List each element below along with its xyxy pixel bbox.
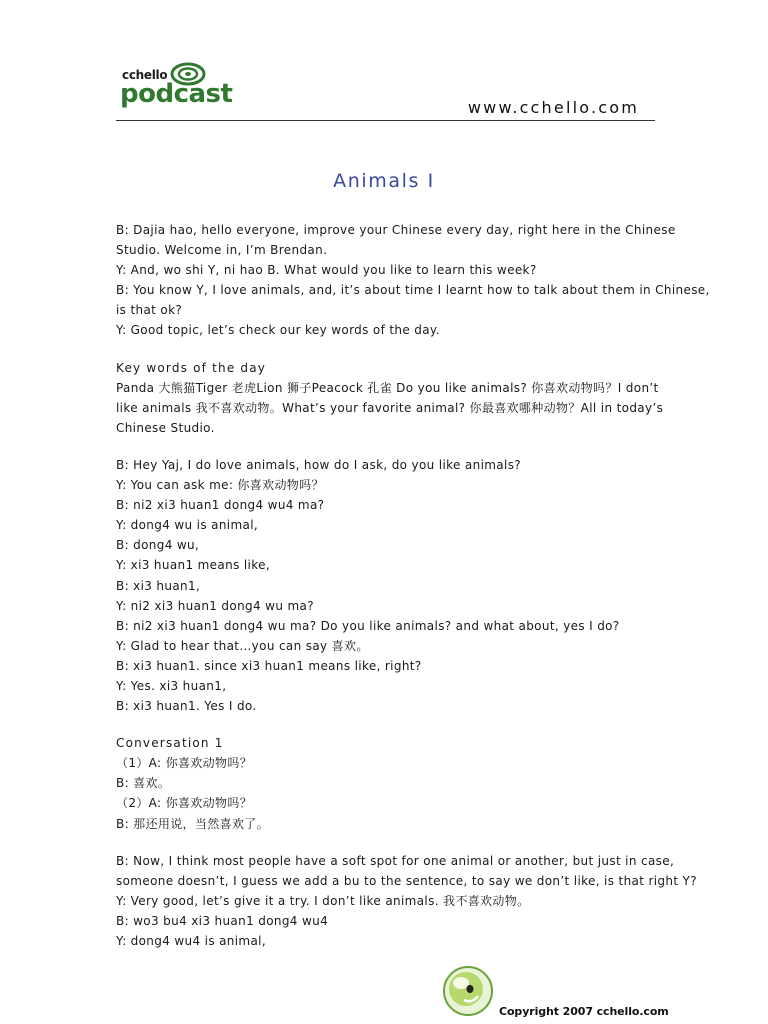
keywords-heading: Key words of the day [116, 360, 267, 375]
logo-podcast-text: podcast [120, 79, 233, 109]
transcript-line: B: Hey Yaj, I do love animals, how do I ask, do you like animals? [116, 457, 522, 472]
page-header [116, 58, 655, 122]
footer-logo-icon [440, 962, 496, 1018]
intro-section [116, 220, 710, 341]
cchello-podcast-logo [120, 60, 233, 110]
transcript-line: Y: xi3 huan1 means like, [116, 558, 270, 573]
page-title: Animals I [333, 170, 435, 192]
transcript-line: Y: Yes. xi3 huan1, [116, 678, 227, 693]
transcript-line: B: xi3 huan1. Yes I do. [116, 699, 257, 714]
transcript-line: B: ni2 xi3 huan1 dong4 wu ma? Do you like animals? and what about, yes I do? [116, 618, 620, 633]
copyright-text: Copyright 2007 cchello.com [499, 1005, 669, 1018]
keywords-section [116, 358, 664, 438]
logo-small-text: cchello [122, 68, 168, 82]
dialogue-section-1 [116, 455, 656, 716]
conversation-line: B: 那还用说，当然喜欢了。 [116, 816, 269, 831]
transcript-line: B: dong4 wu, [116, 538, 200, 553]
spacer [116, 716, 656, 733]
conversation-line: B: 喜欢。 [116, 776, 171, 791]
spacer [116, 341, 656, 358]
keywords-line: Chinese Studio. [116, 420, 215, 435]
transcript-line: B: Dajia hao, hello everyone, improve your Chinese every day, right here in the Chinese [116, 223, 676, 237]
conversation-section [116, 733, 656, 833]
transcript-line: Y: And, wo shi Y, ni hao B. What would you like to learn this week? [116, 263, 537, 278]
dialogue-section-2 [116, 851, 697, 951]
transcript-line: Y: ni2 xi3 huan1 dong4 wu ma? [116, 598, 314, 613]
transcript-body [116, 220, 710, 951]
transcript-line: Studio. Welcome in, I’m Brendan. [116, 243, 328, 258]
header-divider [116, 120, 655, 121]
transcript-line: Y: dong4 wu4 is animal, [116, 934, 267, 948]
transcript-line: is that ok? [116, 303, 183, 318]
spacer [116, 438, 656, 455]
conversation-line: （1）A: 你喜欢动物吗？ [116, 756, 253, 771]
transcript-line: Y: Very good, let’s give it a try. I don’t like animals. 我不喜欢动物。 [116, 893, 530, 908]
transcript-line: B: Now, I think most people have a soft spot for one animal or another, but just in case, [116, 853, 675, 868]
keywords-line: Panda 大熊猫Tiger 老虎Lion 狮子Peacock 孔雀 Do you like animals? 你喜欢动物吗？I don’t [116, 380, 659, 395]
transcript-line: Y: Glad to hear that…you can say 喜欢。 [116, 638, 369, 653]
transcript-line: B: xi3 huan1. since xi3 huan1 means like, right? [116, 658, 422, 673]
transcript-line: B: You know Y, I love animals, and, it’s about time I learnt how to talk about them in Chinese, [116, 283, 710, 298]
transcript-line: B: wo3 bu4 xi3 huan1 dong4 wu4 [116, 913, 329, 928]
spacer [116, 834, 656, 851]
transcript-line: someone doesn’t, I guess we add a bu to the sentence, to say we don’t like, is that right Y? [116, 873, 697, 888]
conversation-heading: Conversation 1 [116, 736, 224, 751]
transcript-line: Y: Good topic, let’s check our key words of the day. [116, 323, 440, 338]
site-url[interactable]: www.cchello.com [467, 98, 639, 117]
keywords-line: like animals 我不喜欢动物。What’s your favorite animal? 你最喜欢哪种动物？All in today’s [116, 400, 664, 415]
transcript-line: Y: dong4 wu is animal, [116, 518, 259, 533]
transcript-line: B: ni2 xi3 huan1 dong4 wu4 ma? [116, 498, 325, 513]
transcript-line: B: xi3 huan1, [116, 578, 201, 593]
transcript-line: Y: You can ask me: 你喜欢动物吗？ [116, 478, 324, 493]
conversation-line: （2）A: 你喜欢动物吗？ [116, 796, 253, 811]
